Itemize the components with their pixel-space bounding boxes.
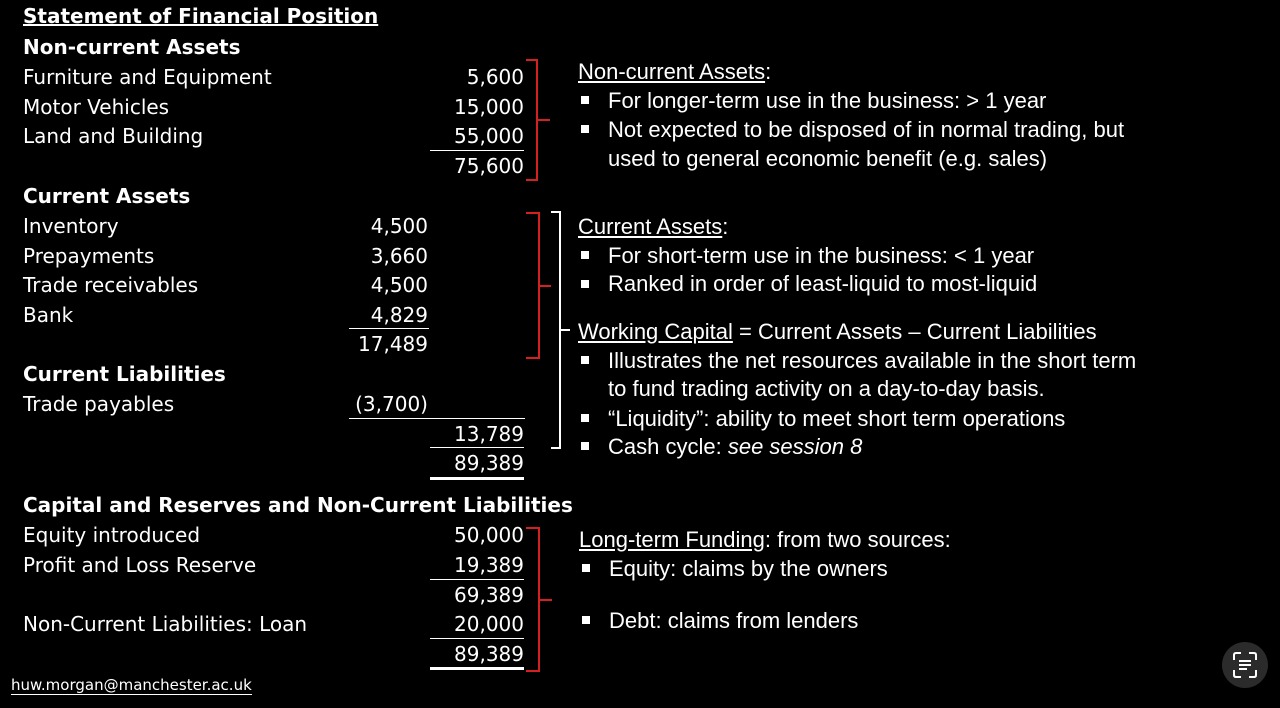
ca-item-label: Inventory	[23, 214, 119, 238]
ca-note-bullet: For short-term use in the business: < 1 year	[608, 243, 1035, 268]
bullet-icon	[582, 616, 590, 624]
ca-item-value: 4,500	[370, 214, 428, 238]
footer-email[interactable]: huw.morgan@manchester.ac.uk	[11, 676, 252, 694]
ca-total: 17,489	[358, 332, 428, 356]
nca-item-value: 55,000	[454, 124, 524, 148]
bullet-icon	[581, 125, 589, 133]
bullet-icon	[581, 356, 589, 364]
pl-reserve-label: Profit and Loss Reserve	[23, 553, 257, 577]
ca-note-bullet: Ranked in order of least-liquid to most-liquid	[608, 271, 1038, 296]
ca-bracket	[526, 213, 551, 358]
wc-note-heading: Working Capital = Current Assets – Current Liabilities	[578, 319, 1097, 344]
capital-heading: Capital and Reserves and Non-Current Liabilities	[23, 493, 573, 517]
ca-note-heading: Current Assets:	[578, 214, 729, 239]
ltf-note-bullet: Equity: claims by the owners	[609, 556, 888, 581]
nca-item-value: 15,000	[454, 95, 524, 119]
bullet-icon	[581, 442, 589, 450]
ca-item-value: 4,829	[370, 303, 428, 327]
wc-note-bullet: Illustrates the net resources available in the short term	[608, 348, 1137, 373]
ca-item-value: 4,500	[370, 273, 428, 297]
cl-item-value: (3,700)	[355, 392, 428, 416]
ca-item-label: Bank	[23, 303, 74, 327]
pl-reserve-value: 19,389	[454, 553, 524, 577]
nca-note-bullet: For longer-term use in the business: > 1 year	[608, 88, 1047, 113]
nca-item-label: Furniture and Equipment	[23, 65, 272, 89]
statement-title: Statement of Financial Position	[23, 4, 379, 28]
scan-text-icon	[1222, 642, 1268, 688]
nca-item-label: Land and Building	[23, 124, 204, 148]
working-capital-bracket	[551, 212, 570, 448]
nca-item-value: 5,600	[466, 65, 524, 89]
equity-subtotal: 69,389	[454, 583, 524, 607]
ltf-note-bullet: Debt: claims from lenders	[609, 608, 859, 633]
nca-note-bullet-continued: used to general economic benefit (e.g. sales)	[608, 146, 1048, 171]
nca-bracket	[526, 60, 550, 180]
bullet-icon	[582, 564, 590, 572]
nca-heading: Non-current Assets	[23, 35, 241, 59]
nca-total: 75,600	[454, 154, 524, 178]
ltf-note-heading: Long-term Funding: from two sources:	[579, 527, 951, 552]
cl-item-label: Trade payables	[23, 392, 175, 416]
bullet-icon	[581, 280, 589, 288]
capital-bracket	[526, 528, 552, 671]
nca-item-label: Motor Vehicles	[23, 95, 170, 119]
bullet-icon	[581, 414, 589, 422]
ca-item-label: Trade receivables	[23, 273, 199, 297]
bullet-icon	[581, 251, 589, 259]
ca-item-value: 3,660	[370, 244, 428, 268]
ca-heading: Current Assets	[23, 184, 191, 208]
loan-label: Non-Current Liabilities: Loan	[23, 612, 308, 636]
wc-note-cash-cycle: Cash cycle: see session 8	[608, 434, 863, 459]
total-net-assets: 89,389	[454, 451, 524, 475]
total-capital: 89,389	[454, 642, 524, 666]
bullet-icon	[581, 96, 589, 104]
equity-label: Equity introduced	[23, 523, 201, 547]
wc-note-bullet: “Liquidity”: ability to meet short term operations	[608, 406, 1066, 431]
nca-note-heading: Non-current Assets:	[578, 59, 772, 84]
nca-note-bullet: Not expected to be disposed of in normal trading, but	[608, 117, 1125, 142]
loan-value: 20,000	[454, 612, 524, 636]
text-recognition-button[interactable]	[1222, 642, 1268, 688]
equity-value: 50,000	[454, 523, 524, 547]
cl-heading: Current Liabilities	[23, 362, 226, 386]
ca-item-label: Prepayments	[23, 244, 155, 268]
wc-note-bullet-continued: to fund trading activity on a day-to-day basis.	[608, 376, 1045, 401]
net-current-assets: 13,789	[454, 422, 524, 446]
